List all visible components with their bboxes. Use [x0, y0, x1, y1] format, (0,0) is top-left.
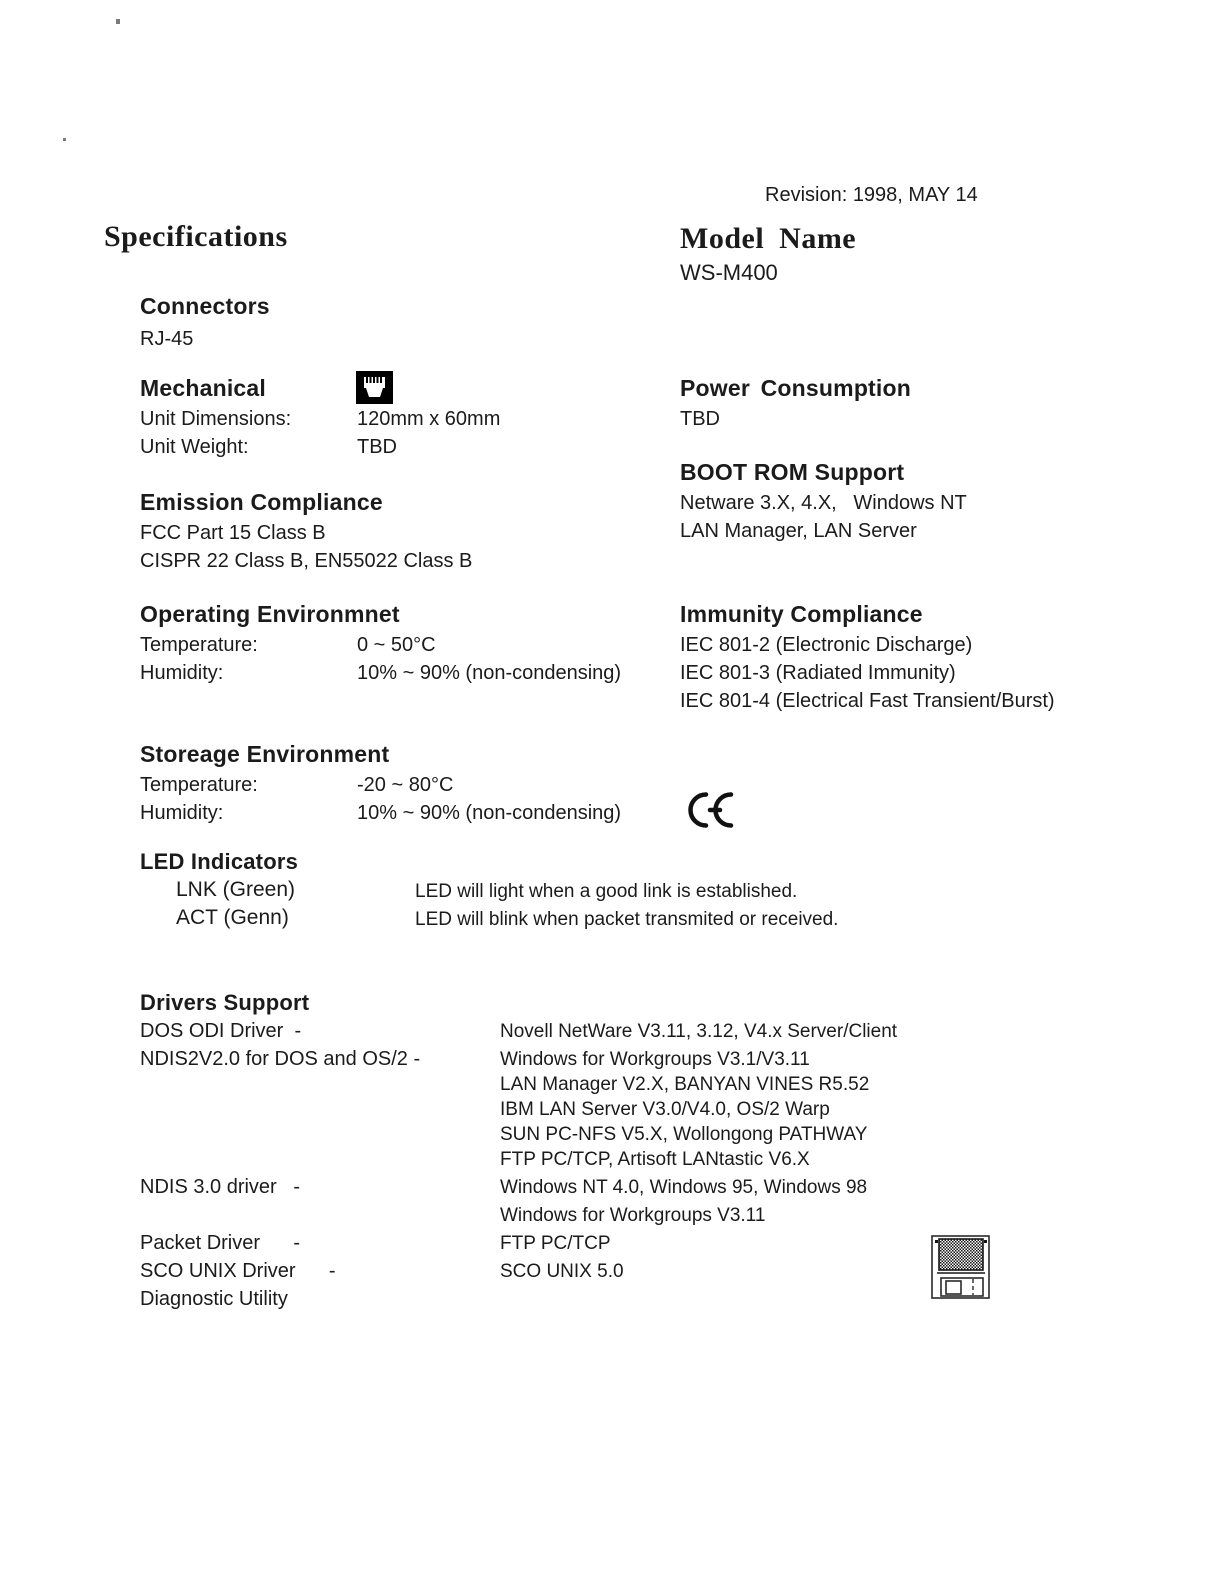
storage-heading: Storeage Environment	[140, 741, 390, 767]
emission-line: CISPR 22 Class B, EN55022 Class B	[140, 550, 473, 572]
driver-label: NDIS 3.0 driver -	[140, 1176, 301, 1198]
power-value: TBD	[680, 408, 720, 430]
spec-label: Temperature:	[140, 634, 258, 656]
driver-value: Windows NT 4.0, Windows 95, Windows 98	[500, 1177, 868, 1198]
driver-label: Packet Driver -	[140, 1232, 301, 1254]
spec-value: -20 ~ 80°C	[357, 774, 454, 796]
ce-mark-icon	[685, 752, 735, 868]
immunity-heading: Immunity Compliance	[680, 601, 923, 627]
scan-speck	[116, 19, 120, 24]
boot-rom-heading: BOOT ROM Support	[680, 459, 905, 485]
emission-line: FCC Part 15 Class B	[140, 522, 326, 544]
driver-value: IBM LAN Server V3.0/V4.0, OS/2 Warp	[500, 1099, 830, 1120]
spec-label: Unit Weight:	[140, 436, 249, 458]
spec-label: Humidity:	[140, 802, 224, 824]
connectors-value: RJ-45	[140, 328, 194, 350]
led-label: LNK (Green)	[176, 878, 296, 901]
driver-value: SUN PC-NFS V5.X, Wollongong PATHWAY	[500, 1124, 868, 1145]
driver-label: SCO UNIX Driver -	[140, 1260, 336, 1282]
immunity-line: IEC 801-3 (Radiated Immunity)	[680, 662, 956, 684]
emission-heading: Emission Compliance	[140, 489, 383, 515]
driver-value: Novell NetWare V3.11, 3.12, V4.x Server/Client	[500, 1021, 898, 1042]
immunity-line: IEC 801-2 (Electronic Discharge)	[680, 634, 973, 656]
floppy-disk-icon	[931, 1198, 991, 1336]
power-heading: Power Consumption	[680, 375, 912, 401]
spec-value: TBD	[357, 436, 397, 458]
scan-speck	[63, 138, 66, 141]
boot-rom-line: LAN Manager, LAN Server	[680, 520, 917, 542]
spec-value: 0 ~ 50°C	[357, 634, 436, 656]
driver-label: DOS ODI Driver -	[140, 1020, 302, 1042]
led-desc: LED will light when a good link is established.	[415, 881, 798, 902]
connectors-heading: Connectors	[140, 293, 270, 319]
driver-value: LAN Manager V2.X, BANYAN VINES R5.52	[500, 1074, 870, 1095]
spec-label: Temperature:	[140, 774, 258, 796]
page-title: Specifications	[104, 220, 288, 253]
spec-label: Humidity:	[140, 662, 224, 684]
led-heading: LED Indicators	[140, 849, 299, 874]
spec-value: 10% ~ 90% (non-condensing)	[357, 802, 622, 824]
led-desc: LED will blink when packet transmited or received.	[415, 909, 839, 930]
mechanical-heading: Mechanical	[140, 375, 266, 401]
spec-value: 120mm x 60mm	[357, 408, 501, 430]
immunity-line: IEC 801-4 (Electrical Fast Transient/Burst)	[680, 690, 1055, 712]
spec-label: Unit Dimensions:	[140, 408, 292, 430]
model-name-value: WS-M400	[680, 260, 778, 285]
drivers-heading: Drivers Support	[140, 990, 310, 1015]
driver-value: Windows for Workgroups V3.1/V3.11	[500, 1049, 810, 1070]
driver-label: Diagnostic Utility	[140, 1288, 288, 1310]
spec-value: 10% ~ 90% (non-condensing)	[357, 662, 622, 684]
driver-value: FTP PC/TCP	[500, 1233, 611, 1254]
driver-label: NDIS2V2.0 for DOS and OS/2 -	[140, 1048, 421, 1070]
led-label: ACT (Genn)	[176, 906, 289, 929]
model-name-heading: Model Name	[680, 222, 857, 255]
operating-heading: Operating Environmnet	[140, 601, 400, 627]
driver-value: FTP PC/TCP, Artisoft LANtastic V6.X	[500, 1149, 810, 1170]
driver-value: Windows for Workgroups V3.11	[500, 1205, 766, 1226]
driver-value: SCO UNIX 5.0	[500, 1261, 624, 1282]
revision-text: Revision: 1998, MAY 14	[765, 184, 978, 206]
boot-rom-line: Netware 3.X, 4.X, Windows NT	[680, 492, 967, 514]
